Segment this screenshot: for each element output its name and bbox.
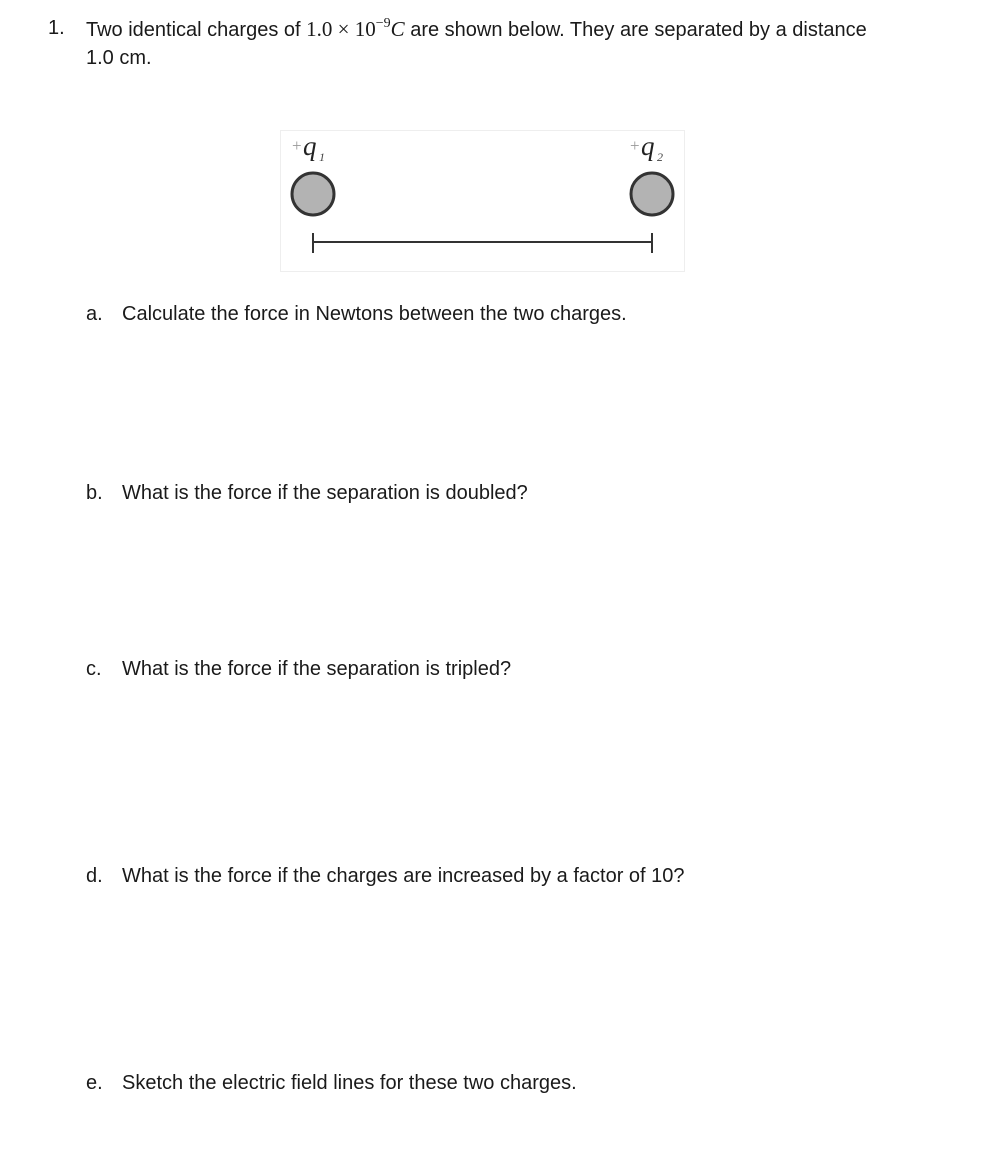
part-e-text: Sketch the electric field lines for these two charges. [122,1072,577,1094]
charge-left-circle [292,173,334,215]
charge-unit: C [390,17,405,41]
charge-right-sign: + [630,136,640,155]
part-a-text: Calculate the force in Newtons between the two charges. [122,303,627,325]
part-b-text: What is the force if the separation is doubled? [122,482,528,504]
question-text-line1 [86,17,867,42]
charge-mantissa: 1.0 × 10 [306,17,376,41]
part-e-letter: e. [86,1072,103,1094]
charge-right-symbol: q [641,131,655,161]
charge-left-sign: + [292,136,302,155]
figure-border [281,131,685,272]
question-text-before: Two identical charges of [86,19,307,41]
question-number: 1. [48,17,65,39]
charge-left-symbol: q [303,131,317,161]
part-a-letter: a. [86,303,103,325]
charges-diagram [280,130,685,272]
part-c-text: What is the force if the separation is tripled? [122,658,512,680]
charge-right-circle [631,173,673,215]
charge-right-subscript: 2 [657,150,663,164]
question-text-after: are shown below. They are separated by a distance [404,19,867,41]
part-d-text: What is the force if the charges are increased by a factor of 10? [122,865,685,887]
part-b-letter: b. [86,482,103,504]
charge-exponent: −9 [375,16,391,31]
charges-diagram-svg [280,130,685,272]
question-text-line2: 1.0 cm. [86,47,152,69]
charge-value-math [306,17,405,41]
part-d-letter: d. [86,865,103,887]
part-c-letter: c. [86,658,102,680]
charge-left-subscript: 1 [319,150,325,164]
